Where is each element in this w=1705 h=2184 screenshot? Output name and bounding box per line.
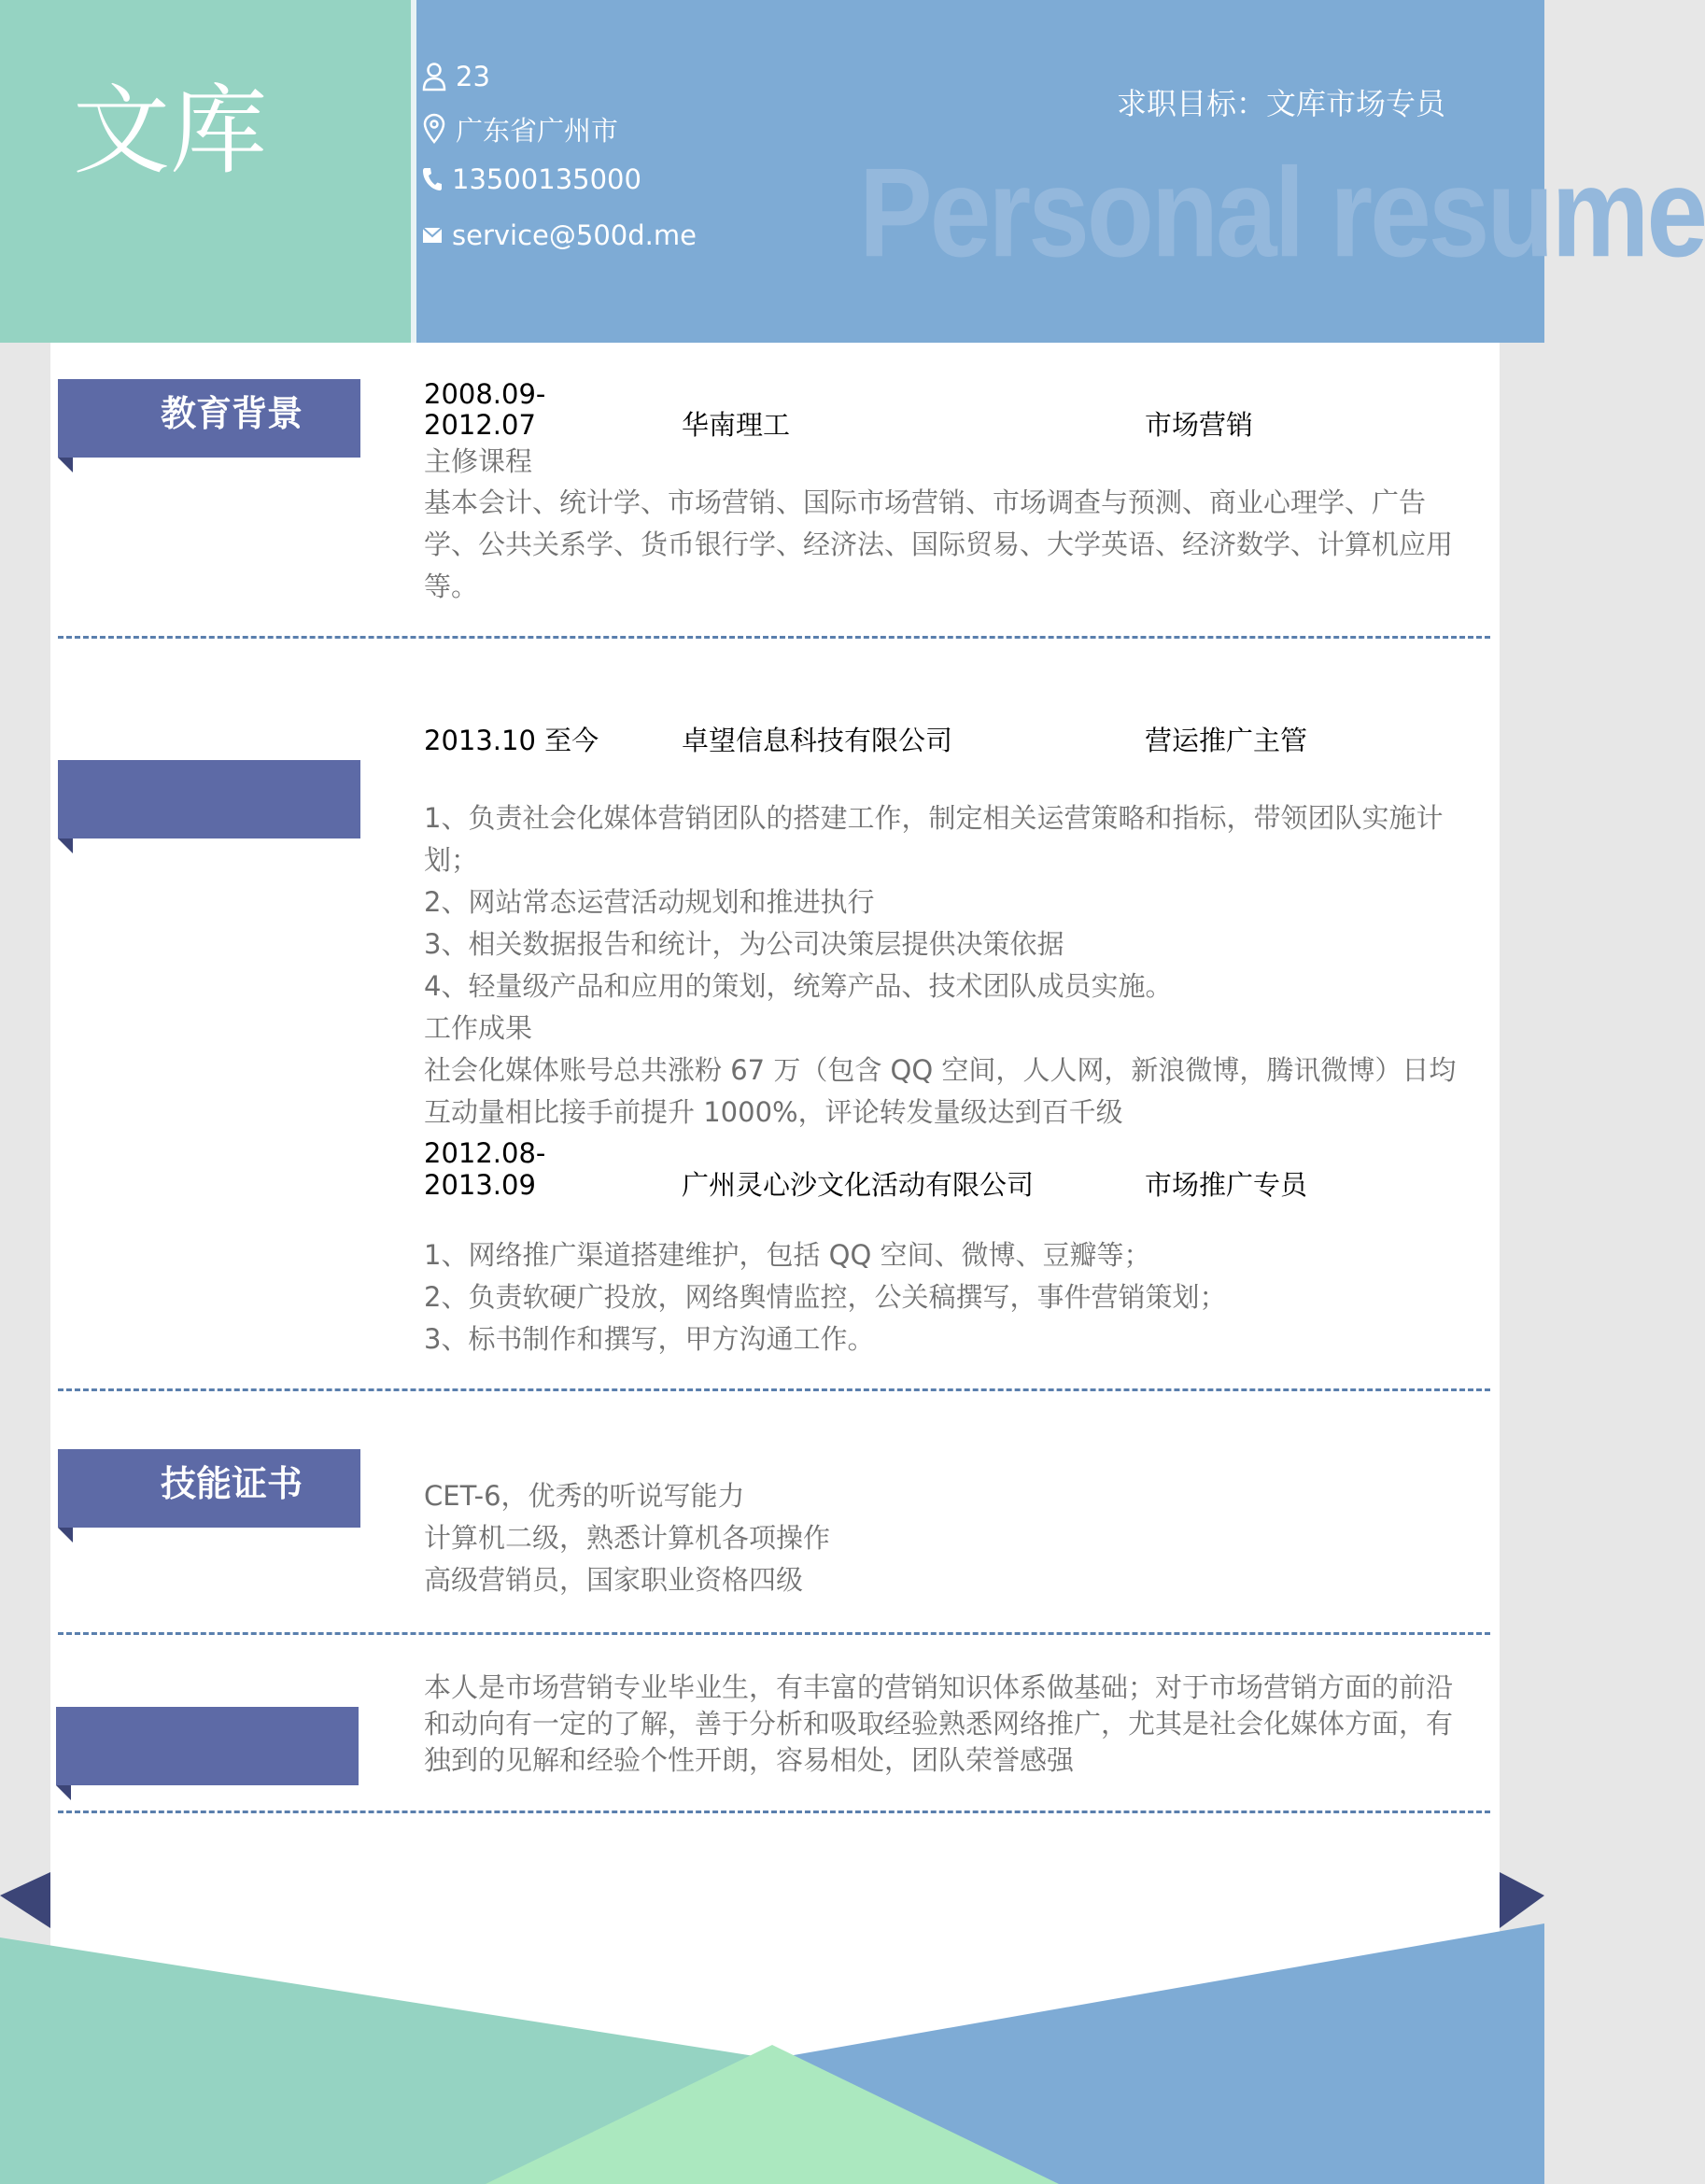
job1-duty-item: 2、网站常态运营活动规划和推进执行 bbox=[424, 886, 875, 918]
phone-icon bbox=[422, 167, 443, 191]
ribbon-fold bbox=[56, 1785, 71, 1800]
section-divider bbox=[58, 1388, 1490, 1391]
section-divider bbox=[58, 636, 1490, 639]
self-eval-ribbon bbox=[56, 1707, 359, 1785]
skill-item: 计算机二级，熟悉计算机各项操作 bbox=[424, 1522, 831, 1554]
location-pin-icon bbox=[422, 114, 446, 144]
ribbon-fold bbox=[58, 1528, 73, 1543]
job2-duty-item: 1、网络推广渠道搭建维护，包括 QQ 空间、微博、豆瓣等； bbox=[424, 1239, 1151, 1271]
job2-position: 市场推广专员 bbox=[1145, 1169, 1308, 1201]
skill-item: CET-6，优秀的听说写能力 bbox=[424, 1480, 745, 1512]
contact-phone bbox=[422, 161, 641, 198]
courses-label: 主修课程 bbox=[424, 445, 533, 477]
ribbon-fold bbox=[58, 838, 73, 853]
work-ribbon bbox=[58, 760, 360, 838]
education-date-start: 2008.09- bbox=[424, 378, 546, 410]
job2-duty-item: 3、标书制作和撰写，甲方沟通工作。 bbox=[424, 1323, 875, 1355]
header-left-panel bbox=[0, 0, 411, 343]
courses-list: 基本会计、统计学、市场营销、国际市场营销、市场调查与预测、商业心理学、广告学、公共关系学、货币银行学、经济法、国际贸易、大学英语、经济数学、计算机应用等。 bbox=[424, 486, 1454, 602]
ribbon-fold bbox=[58, 458, 73, 472]
job2-date-end: 2013.09 bbox=[424, 1169, 536, 1201]
section-divider bbox=[58, 1632, 1490, 1635]
job1-duties bbox=[424, 797, 1470, 1134]
location-value: 广东省广州市 bbox=[456, 114, 619, 147]
skills-ribbon bbox=[58, 1449, 360, 1528]
job1-date: 2013.10 至今 bbox=[424, 725, 599, 756]
contact-location bbox=[422, 110, 618, 148]
personal-resume-watermark: Personal resume bbox=[859, 142, 1705, 285]
email-value: service@500d.me bbox=[452, 219, 697, 251]
job2-company: 广州灵心沙文化活动有限公司 bbox=[682, 1169, 1035, 1201]
contact-age bbox=[422, 58, 490, 95]
skills-list bbox=[424, 1475, 1470, 1601]
user-icon bbox=[422, 62, 446, 92]
section-divider bbox=[58, 1811, 1490, 1813]
job1-position: 营运推广主管 bbox=[1145, 725, 1308, 756]
mail-icon bbox=[422, 227, 443, 244]
job2-duty-item: 2、负责软硬广投放，网络舆情监控，公关稿撰写，事件营销策划； bbox=[424, 1281, 1227, 1313]
job1-results-text: 社会化媒体账号总共涨粉 67 万（包含 QQ 空间，人人网，新浪微博，腾讯微博）日均互动量相比接手前提升 1000%，评论转发量级达到百千级 bbox=[424, 1054, 1457, 1128]
education-title: 教育背景 bbox=[161, 393, 303, 434]
job2-duties bbox=[424, 1234, 1470, 1360]
job1-duty-item: 3、相关数据报告和统计，为公司决策层提供决策依据 bbox=[424, 928, 1064, 960]
job-objective: 求职目标：文库市场专员 bbox=[1117, 86, 1446, 121]
applicant-name: 文库 bbox=[73, 74, 268, 188]
job1-results-label: 工作成果 bbox=[424, 1012, 533, 1044]
education-school: 华南理工 bbox=[682, 409, 791, 441]
skills-title: 技能证书 bbox=[161, 1463, 303, 1504]
age-value: 23 bbox=[456, 61, 490, 92]
job1-duty-item: 4、轻量级产品和应用的策划，统筹产品、技术团队成员实施。 bbox=[424, 970, 1173, 1002]
job1-company: 卓望信息科技有限公司 bbox=[682, 725, 953, 756]
phone-value: 13500135000 bbox=[452, 163, 641, 195]
job1-duty-item: 1、负责社会化媒体营销团队的搭建工作，制定相关运营策略和指标，带领团队实施计划； bbox=[424, 802, 1444, 876]
education-date-end: 2012.07 bbox=[424, 409, 536, 441]
skill-item: 高级营销员，国家职业资格四级 bbox=[424, 1564, 804, 1596]
education-major: 市场营销 bbox=[1145, 409, 1254, 441]
self-eval-text: 本人是市场营销专业毕业生，有丰富的营销知识体系做基础；对于市场营销方面的前沿和动向有一定的了解，善于分析和吸取经验熟悉网络推广，尤其是社会化媒体方面，有独到的见解和经验个性开朗，容易相处，团队荣誉感强 bbox=[424, 1671, 1454, 1776]
bottom-decoration bbox=[0, 1895, 1544, 2184]
contact-email bbox=[422, 217, 697, 254]
education-ribbon bbox=[58, 379, 360, 458]
job2-date-start: 2012.08- bbox=[424, 1137, 546, 1169]
